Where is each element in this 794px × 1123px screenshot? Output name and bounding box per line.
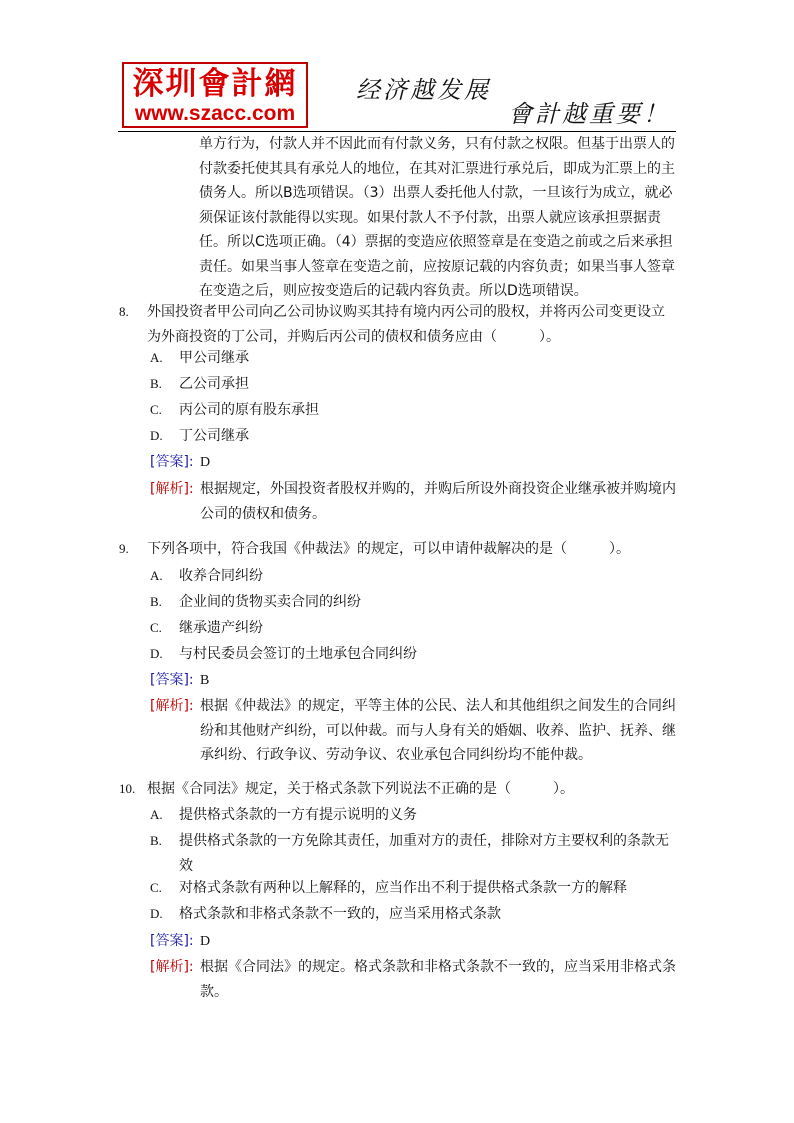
option-d xyxy=(150,902,680,927)
question-8 xyxy=(119,300,679,349)
question-number: 10. xyxy=(119,781,136,796)
explanation-label: [解析]: xyxy=(150,698,194,714)
answer-label: [答案]: xyxy=(150,454,194,470)
answer-row xyxy=(150,929,680,955)
option-a xyxy=(150,803,680,828)
option-d xyxy=(150,642,680,667)
site-logo xyxy=(122,62,308,128)
option-d xyxy=(150,424,680,449)
option-text: 丙公司的原有股东承担 xyxy=(179,402,319,418)
option-text: 企业间的货物买卖合同的纠纷 xyxy=(179,594,361,610)
explanation-label: [解析]: xyxy=(150,481,194,497)
slogan-line-2: 會計越重要！ xyxy=(508,100,670,128)
option-text: 与村民委员会签订的土地承包合同纠纷 xyxy=(179,646,417,662)
option-text: 提供格式条款的一方有提示说明的义务 xyxy=(179,807,417,823)
explanation-row xyxy=(150,955,680,1004)
option-letter: B. xyxy=(150,594,162,609)
option-b xyxy=(150,372,680,397)
option-letter: C. xyxy=(150,620,162,635)
question-text: 外国投资者甲公司向乙公司协议购买其持有境内丙公司的股权，并将丙公司变更设立为外商投资的丁公司，并购后丙公司的债权和债务应由（ ）。 xyxy=(147,304,665,345)
answer-row xyxy=(150,668,680,694)
option-a xyxy=(150,346,680,371)
option-letter: A. xyxy=(150,568,163,583)
option-letter: D. xyxy=(150,428,163,443)
question-10 xyxy=(119,777,679,802)
option-text: 提供格式条款的一方免除其责任，加重对方的责任，排除对方主要权利的条款无效 xyxy=(179,833,669,874)
option-letter: B. xyxy=(150,376,162,391)
logo-url-text: www.szacc.com xyxy=(134,102,296,125)
explanation-text: 根据《合同法》的规定。格式条款和非格式条款不一致的，应当采用非格式条款。 xyxy=(200,959,676,1000)
option-text: 乙公司承担 xyxy=(179,376,249,392)
option-text: 丁公司继承 xyxy=(179,428,249,444)
answer-row xyxy=(150,450,680,476)
explanation-text: 根据规定，外国投资者股权并购的，并购后所设外商投资企业继承被并购境内公司的债权和债务。 xyxy=(200,481,676,522)
option-letter: A. xyxy=(150,807,163,822)
option-text: 格式条款和非格式条款不一致的，应当采用格式条款 xyxy=(179,906,501,922)
option-text: 继承遗产纠纷 xyxy=(179,620,263,636)
option-c xyxy=(150,616,680,641)
option-letter: C. xyxy=(150,880,162,895)
option-b xyxy=(150,829,680,878)
option-text: 收养合同纠纷 xyxy=(179,568,263,584)
previous-explanation-continued: 单方行为，付款人并不因此而有付款义务，只有付款之权限。但基于出票人的付款委托使其具有承兑人的地位，在其对汇票进行承兑后，即成为汇票上的主债务人。所以B选项错误。（3）出票人委托他人付款，一旦该行为成立，就必须保证该付款能得以实现。如果付款人不予付款，出票人就应该承担票据责任。所以C选项正确。（4）票据的变造应依照签章是在变造之前或之后来承担责任。如果当事人签章在变造之前，应按原记载的内容负责；如果当事人签章在变造之后，则应按变造后的记载内容负责。所以D选项错误。 xyxy=(199,136,675,299)
answer-value: D xyxy=(200,934,211,949)
option-letter: A. xyxy=(150,350,163,365)
explanation-row xyxy=(150,694,680,768)
explanation-text: 根据《仲裁法》的规定，平等主体的公民、法人和其他组织之间发生的合同纠纷和其他财产纠纷，可以仲裁。而与人身有关的婚姻、收养、监护、抚养、继承纠纷、行政争议、劳动争议、农业承包合同纠纷均不能仲裁。 xyxy=(200,698,676,763)
explanation-row xyxy=(150,477,680,526)
answer-value: D xyxy=(200,455,211,470)
option-c xyxy=(150,398,680,423)
option-letter: D. xyxy=(150,646,163,661)
explanation-label: [解析]: xyxy=(150,959,194,975)
answer-label: [答案]: xyxy=(150,672,194,688)
slogan-line-1: 经济越发展 xyxy=(356,76,491,104)
option-letter: B. xyxy=(150,833,162,848)
question-9 xyxy=(119,537,679,562)
option-letter: D. xyxy=(150,906,163,921)
answer-value: B xyxy=(200,673,210,688)
option-letter: C. xyxy=(150,402,162,417)
question-number: 9. xyxy=(119,541,129,556)
option-text: 对格式条款有两种以上解释的，应当作出不利于提供格式条款一方的解释 xyxy=(179,880,627,896)
question-number: 8. xyxy=(119,304,129,319)
question-text: 下列各项中，符合我国《仲裁法》的规定，可以申请仲裁解决的是（ ）。 xyxy=(147,541,630,557)
option-c xyxy=(150,876,680,901)
option-text: 甲公司继承 xyxy=(179,350,249,366)
answer-label: [答案]: xyxy=(150,933,194,949)
option-b xyxy=(150,590,680,615)
logo-chinese-text: 深圳會計網 xyxy=(132,66,298,102)
option-a xyxy=(150,564,680,589)
question-text: 根据《合同法》规定，关于格式条款下列说法不正确的是（ ）。 xyxy=(147,781,574,797)
